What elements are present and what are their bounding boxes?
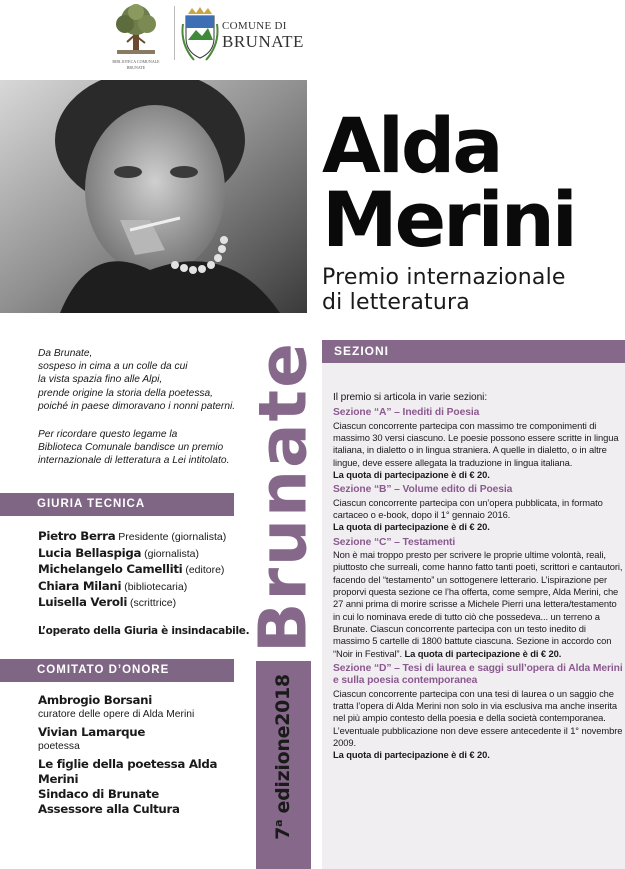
- intro-paragraph-2: Per ricordare questo legame la Biblioteca Comunale bandisce un premio internazionale di letteratura a Lei intitolato.: [38, 429, 230, 467]
- comitato-list: Ambrogio Borsani curatore delle opere di Alda Merini Vivian Lamarque poetessa Le figlie della poetessa Alda Merini Sindaco di Brunate Assessore alla Cultura: [38, 693, 218, 816]
- giuria-list: [38, 529, 248, 612]
- list-item: Michelangelo Camelliti (editore): [38, 562, 225, 576]
- intro-paragraph-1: Da Brunate, sospeso in cima a un colle da cui la vista spazia fino alle Alpi, prende origine la storia della poetessa, poiché in paese dimoravano i nonni paterni.: [38, 348, 236, 412]
- section-a-title: Sezione “A” – Inediti di Poesia: [333, 407, 480, 419]
- vertical-edition: 7$^a$ edizione2018: [271, 674, 295, 840]
- vertical-brunate: Brunate: [244, 341, 322, 653]
- section-d-title: Sezione “D” – Tesi di laurea e saggi sull’opera di Alda Merini e sulla poesia contemporanea: [333, 662, 623, 687]
- comune-line2: BRUNATE: [222, 32, 304, 51]
- sezioni-body: [333, 392, 623, 762]
- title-line1: Alda: [322, 101, 501, 190]
- giuria-note: L’operato della Giuria è insindacabile.: [38, 625, 250, 637]
- library-logo: BIBLIOTECA COMUNALE BRUNATE: [103, 2, 169, 72]
- section-a-body: Ciascun concorrente partecipa con massimo tre componimenti di massimo 30 versi ciascuno. Le poesie possono essere scritte in lingua italiana, in dialetto o in lingua straniera. A quelle in dialetto, o in altre lingue, deve essere allegata la traduzione in lingua italiana.: [333, 419, 619, 468]
- tree-icon: [103, 2, 169, 58]
- title-line2: Merini: [322, 175, 575, 264]
- section-a-quota: La quota di partecipazione è di € 20.: [333, 468, 490, 480]
- section-c-quota: La quota di partecipazione è di € 20.: [404, 647, 562, 659]
- library-caption: BIBLIOTECA COMUNALE: [112, 59, 160, 64]
- comune-line1: COMUNE DI: [222, 20, 287, 32]
- section-b-title: Sezione “B” – Volume edito di Poesia: [333, 484, 513, 496]
- coat-of-arms-icon: [180, 4, 220, 62]
- subtitle-line1: Premio internazionale: [322, 265, 566, 290]
- sezioni-intro: Il premio si articola in varie sezioni:: [333, 392, 488, 403]
- sezioni-header: SEZIONI: [322, 340, 625, 363]
- logo-divider: [174, 6, 175, 60]
- list-item: Luisella Veroli (scrittrice): [38, 595, 177, 609]
- comune-logo: [178, 2, 306, 64]
- comitato-header: COMITATO D’ONORE: [0, 659, 234, 682]
- section-d-quota: La quota di partecipazione è di € 20.: [333, 749, 490, 761]
- list-item: Pietro Berra Presidente (giornalista): [38, 529, 227, 543]
- section-c-title: Sezione “C” – Testamenti: [333, 536, 456, 548]
- section-d-body: Ciascun concorrente partecipa con una tesi di laurea o un saggio che tratta l’opera di Alda Merini non solo in via esclusiva ma anche inserita nel più ampio contesto della poesia e della società contemporanea. L’eventuale pubblicazione non deve essere antecedente il 1° novembre 2009.: [333, 687, 623, 749]
- section-b-body: Ciascun concorrente partecipa con un’opera pubblicata, in formato cartaceo o e-book, dopo il 1° gennaio 2016.: [333, 496, 603, 521]
- list-item: Chiara Milani (bibliotecaria): [38, 578, 188, 593]
- section-c-body: Non è mai troppo presto per scrivere le proprie ultime volontà, reali, piuttosto che surreali, come hanno fatto tanti poeti, scrittori e cantautori, facendo del “testamento” un sottogenere letterario. L’ispirazione per proporvi questa sezione ce l’ha offerta, come sempre, Alda Merini, che 27 anni prima di morire scrisse a Michele Pierri una lettera/testamento in cui lo nominava erede di tutto ciò che possedeva... un terreno a Brunate. Ciascun concorrente partecipa con un testo inedito di massimo 5 cartelle di 1800 battute ciascuna. Sezione in accordo con “Noir in Festival”. La quota di partecipazione è di € 20.: [333, 549, 623, 659]
- list-item: Lucia Bellaspiga (giornalista): [38, 545, 199, 560]
- giuria-header: GIURIA TECNICA: [0, 493, 234, 516]
- subtitle-line2: di letteratura: [322, 290, 470, 315]
- section-b-quota: La quota di partecipazione è di € 20.: [333, 521, 490, 533]
- portrait-photo: [0, 80, 307, 313]
